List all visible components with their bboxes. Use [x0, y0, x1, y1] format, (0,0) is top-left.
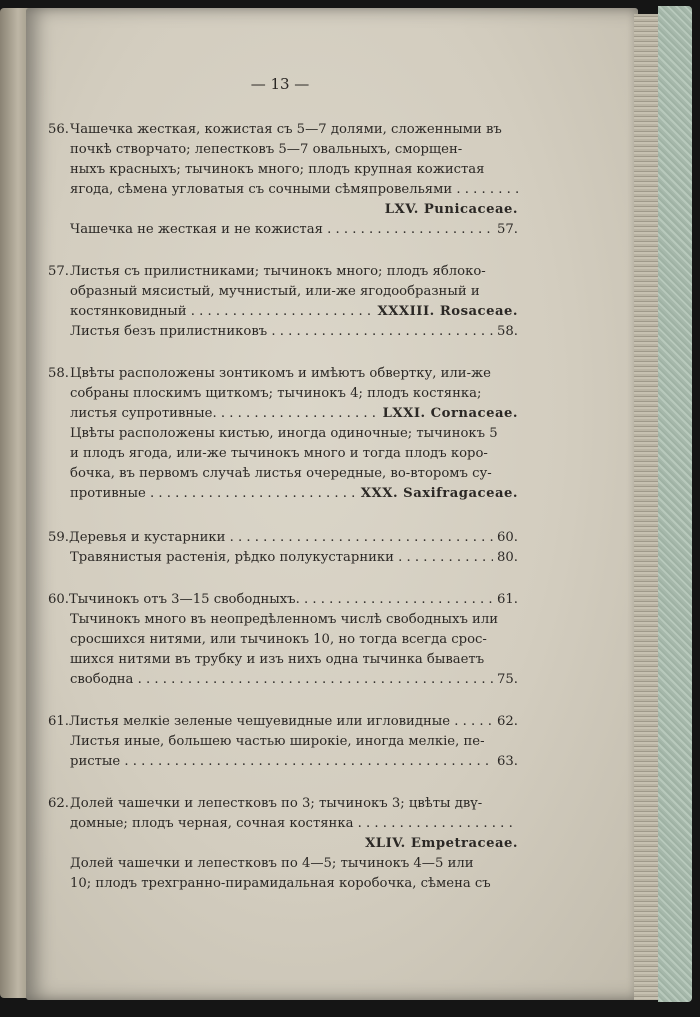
key-entry-59	[48, 528, 518, 568]
entry-line: Тычинокъ отъ 3—15 свободныхъ. . . .	[69, 590, 493, 610]
family-name: XLIV. Empetraceae.	[365, 836, 518, 851]
entry-line: Тычинокъ много въ неопредѣленномъ числѣ свободныхъ или	[70, 612, 498, 627]
entry-line: свободна . . .	[70, 670, 493, 690]
alternative-line: противные . . .	[70, 484, 357, 504]
entry-line: костянковидный . . .	[70, 302, 373, 322]
entry-line: шихся нитями въ трубку и изъ нихъ одна тычинка бываетъ	[70, 652, 485, 667]
reference-number: 80.	[497, 550, 518, 565]
entry-line: ныхъ красныхъ; тычинокъ много; плодъ крупная кожистая	[70, 162, 485, 177]
entry-line: Цвѣты расположены зонтикомъ и имѣютъ обвертку, или-же	[70, 366, 491, 381]
alternative-line: Долей чашечки и лепестковъ по 4—5; тычинокъ 4—5 или	[70, 856, 474, 871]
key-entry-58	[48, 364, 518, 504]
entry-number: 60.	[48, 592, 69, 607]
entry-line: почкѣ створчато; лепестковъ 5—7 овальныхъ, сморщен-	[70, 142, 463, 157]
family-name: XXXIII. Rosaceae.	[377, 304, 518, 319]
reference-number: 60.	[497, 530, 518, 545]
key-entry-60	[48, 590, 518, 690]
entry-number: 61.	[48, 714, 69, 729]
entry-line: листья супротивные. . . .	[70, 404, 379, 424]
alternative-line: и плодъ ягода, или-же тычинокъ много и тогда плодъ коро-	[70, 446, 488, 461]
reference-number: 75.	[497, 672, 518, 687]
entry-line: Деревья и кустарники . . .	[69, 528, 493, 548]
reference-number: 61.	[497, 592, 518, 607]
entry-line: Долей чашечки и лепестковъ по 3; тычинокъ 3; цвѣты двү-	[70, 796, 483, 811]
alternative-line: Цвѣты расположены кистью, иногда одиночные; тычинокъ 5	[70, 426, 498, 441]
entry-line: Травянистыя растенія, рѣдко полукустарники . . .	[70, 548, 493, 568]
alternative-line: бочка, въ первомъ случаѣ листья очередные, во-второмъ су-	[70, 466, 492, 481]
reference-number: 57.	[497, 222, 518, 237]
entry-line: собраны плоскимъ щиткомъ; тычинокъ 4; плодъ костянка;	[70, 386, 482, 401]
key-entry-61	[48, 712, 518, 772]
alternative-text: Чашечка не жесткая и не кожистая . . .	[70, 220, 493, 240]
page-number: — 13 —	[250, 75, 310, 93]
entry-number: 59.	[48, 530, 69, 545]
book-cover-edge	[658, 6, 692, 1002]
key-entry-57	[48, 262, 518, 342]
entry-number: 58.	[48, 366, 69, 381]
family-name: LXXI. Cornaceae.	[382, 406, 518, 421]
entry-line: ягода, сѣмена угловатыя съ сочными сѣмяпровельями . . .	[70, 180, 518, 200]
entry-number: 56.	[48, 122, 69, 137]
entry-line: Чашечка жесткая, кожистая съ 5—7 долями, сложенными въ	[70, 122, 502, 137]
key-entry-56	[48, 120, 518, 240]
entry-line: домные; плодъ черная, сочная костянка . . .	[70, 814, 518, 834]
key-entry-62	[48, 794, 518, 894]
entry-line: Листья съ прилистниками; тычинокъ много; плодъ яблоко-	[70, 264, 486, 279]
entry-number: 57.	[48, 264, 69, 279]
reference-number: 62.	[497, 714, 518, 729]
reference-number: 58.	[497, 324, 518, 339]
alternative-text: Листья безъ прилистниковъ . . .	[70, 322, 493, 342]
family-name: XXX. Saxifragaceae.	[360, 486, 518, 501]
family-name: LXV. Punicaceae.	[384, 202, 518, 217]
entry-line: образный мясистый, мучнистый, или-же ягодообразный и	[70, 284, 480, 299]
entry-line: ристые . . .	[70, 752, 493, 772]
entry-number: 62.	[48, 796, 69, 811]
reference-number: 63.	[497, 754, 518, 769]
page-stack-edge	[634, 14, 660, 1000]
alternative-line: 10; плодъ трехгранно-пирамидальная коробочка, сѣмена съ	[70, 876, 491, 891]
entry-line: Листья мелкіе зеленые чешуевидные или игловидные . . .	[69, 712, 493, 732]
entry-line: сросшихся нитями, или тычинокъ 10, но тогда всегда срос-	[70, 632, 487, 647]
entry-line: Листья иные, большею частью широкіе, иногда мелкіе, пе-	[70, 734, 485, 749]
